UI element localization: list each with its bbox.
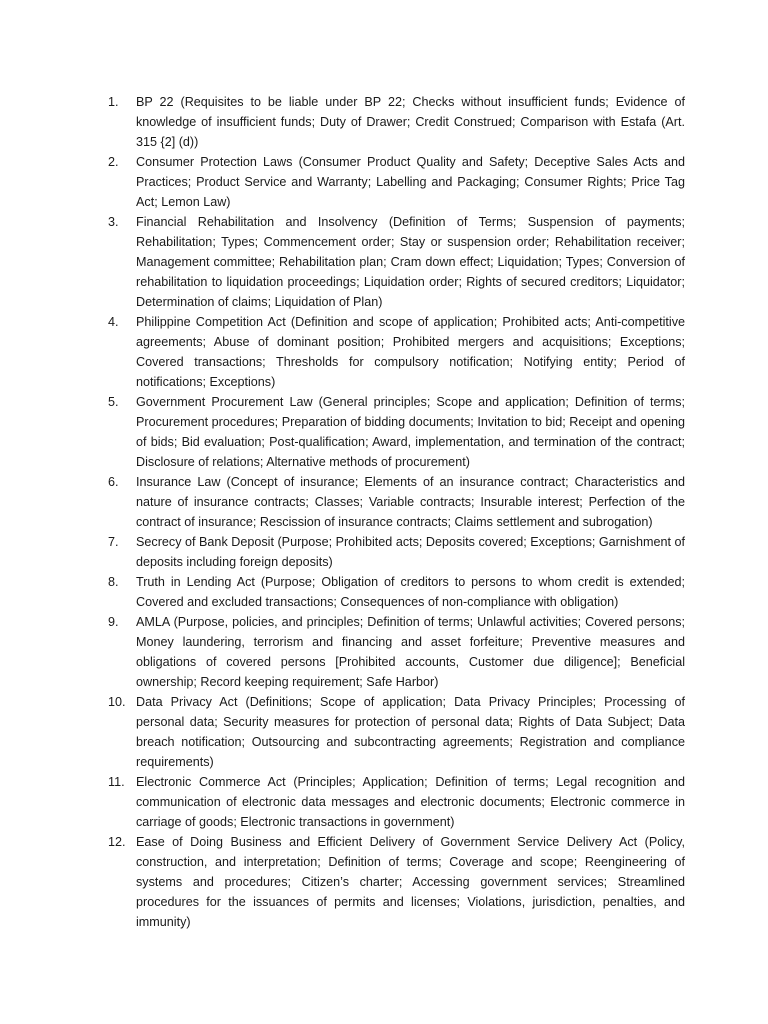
- item-text: Data Privacy Act (Definitions; Scope of application; Data Privacy Principles; Processing of personal data; Security measures for protection of personal data; Rights of Data Subject; Data breach notification; Outsourcing and subcontracting agreements; Registration and compliance requirements): [136, 695, 685, 769]
- item-text: Philippine Competition Act (Definition and scope of application; Prohibited acts; Anti-competitive agreements; Abuse of dominant position; Prohibited mergers and acquisitions; Exceptions; Covered transactions; Thresholds for compulsory notification; Notifying entity; Period of notifications; Exceptions): [136, 315, 685, 389]
- list-item: [108, 212, 685, 312]
- list-item: [108, 92, 685, 152]
- item-text: Secrecy of Bank Deposit (Purpose; Prohibited acts; Deposits covered; Exceptions; Garnishment of deposits including foreign deposits): [136, 535, 685, 569]
- list-item: [108, 312, 685, 392]
- item-number: 10.: [108, 695, 126, 709]
- list-item: [108, 832, 685, 932]
- item-number: 5.: [108, 395, 119, 409]
- item-text: Truth in Lending Act (Purpose; Obligation of creditors to persons to whom credit is extended; Covered and excluded transactions; Consequences of non-compliance with obligation): [136, 575, 685, 609]
- item-number: 4.: [108, 315, 119, 329]
- list-item: [108, 692, 685, 772]
- item-text: Electronic Commerce Act (Principles; Application; Definition of terms; Legal recognition and communication of electronic data messages and electronic documents; Electronic commerce in carriage of goods; Electronic transactions in government): [136, 775, 685, 829]
- list-item: [108, 772, 685, 832]
- item-number: 2.: [108, 155, 119, 169]
- list-item: [108, 612, 685, 692]
- item-text: Ease of Doing Business and Efficient Delivery of Government Service Delivery Act (Policy, construction, and interpretation; Definition of terms; Coverage and scope; Reengineering of systems and procedures; Citizen’s charter; Accessing government services; Streamlined procedures for the issuances of permits and licenses; Violations, jurisdiction, penalties, and immunity): [136, 835, 685, 929]
- item-text: Government Procurement Law (General principles; Scope and application; Definition of terms; Procurement procedures; Preparation of bidding documents; Invitation to bid; Receipt and opening of bids; Bid evaluation; Post-qualification; Award, implementation, and termination of the contract; Disclosure of relations; Alternative methods of procurement): [136, 395, 685, 469]
- item-number: 12.: [108, 835, 126, 849]
- item-number: 8.: [108, 575, 119, 589]
- item-number: 11.: [108, 775, 125, 789]
- list-item: [108, 152, 685, 212]
- item-number: 3.: [108, 215, 119, 229]
- item-number: 7.: [108, 535, 119, 549]
- item-number: 9.: [108, 615, 119, 629]
- item-text: BP 22 (Requisites to be liable under BP 22; Checks without insufficient funds; Evidence of knowledge of insufficient funds; Duty of Drawer; Credit Construed; Comparison with Estafa (Art. 315 {2] (d)): [136, 95, 685, 149]
- item-text: AMLA (Purpose, policies, and principles; Definition of terms; Unlawful activities; Covered persons; Money laundering, terrorism and financing and asset forfeiture; Preventive measures and obligations of covered persons [Prohibited accounts, Customer due diligence]; Beneficial ownership; Record keeping requirement; Safe Harbor): [136, 615, 685, 689]
- item-text: Insurance Law (Concept of insurance; Elements of an insurance contract; Characteristics and nature of insurance contracts; Classes; Variable contracts; Insurable interest; Perfection of the contract of insurance; Rescission of insurance contracts; Claims settlement and subrogation): [136, 475, 685, 529]
- list-item: [108, 532, 685, 572]
- item-number: 1.: [108, 95, 119, 109]
- item-number: 6.: [108, 475, 119, 489]
- list-item: [108, 572, 685, 612]
- item-text: Financial Rehabilitation and Insolvency (Definition of Terms; Suspension of payments; Rehabilitation; Types; Commencement order; Stay or suspension order; Rehabilitation receiver; Management committee; Rehabilitation plan; Cram down effect; Liquidation; Types; Conversion of rehabilitation to liquidation proceedings; Liquidation order; Rights of secured creditors; Liquidator; Determination of claims; Liquidation of Plan): [136, 215, 685, 309]
- topic-list: [108, 92, 685, 932]
- list-item: [108, 472, 685, 532]
- item-text: Consumer Protection Laws (Consumer Product Quality and Safety; Deceptive Sales Acts and Practices; Product Service and Warranty; Labelling and Packaging; Consumer Rights; Price Tag Act; Lemon Law): [136, 155, 685, 209]
- list-item: [108, 392, 685, 472]
